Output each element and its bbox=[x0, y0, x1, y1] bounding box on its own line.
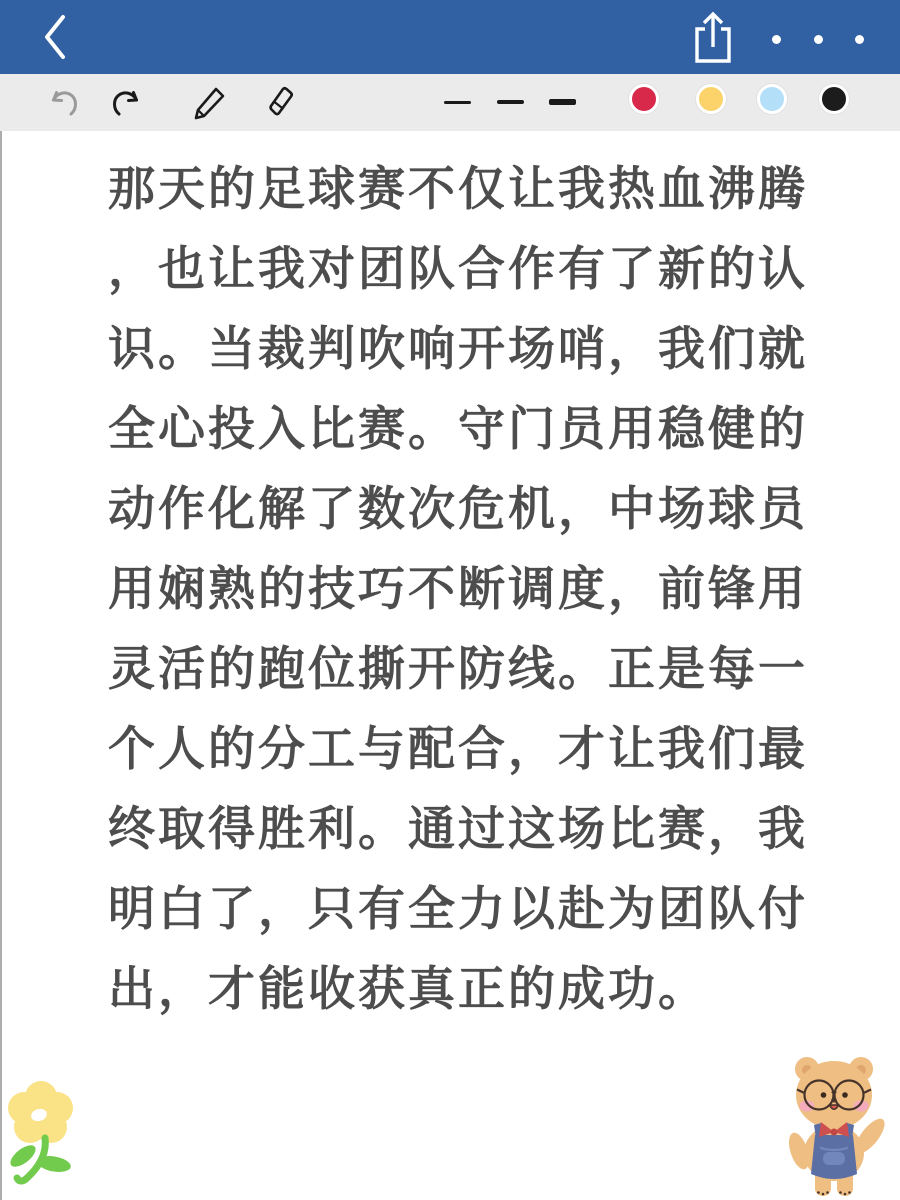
note-line: 终取得胜利。通过这场比赛，我 bbox=[108, 802, 808, 855]
note-line: 全心投入比赛。守门员用稳健的 bbox=[108, 402, 808, 455]
note-text bbox=[108, 149, 860, 1029]
note-line: 那天的足球赛不仅让我热血沸腾 bbox=[108, 162, 808, 215]
top-nav-bar bbox=[0, 0, 900, 74]
stroke-width-thick-button[interactable] bbox=[549, 99, 576, 105]
note-line: 动作化解了数次危机，中场球员 bbox=[108, 482, 808, 535]
thick-dash-icon bbox=[549, 99, 576, 105]
medium-dash-icon bbox=[497, 100, 524, 104]
ellipsis-dot-icon bbox=[814, 35, 823, 44]
redo-icon bbox=[109, 107, 143, 122]
color-swatch-yellow[interactable] bbox=[696, 84, 726, 114]
more-options-button[interactable] bbox=[772, 30, 864, 48]
color-swatch-red[interactable] bbox=[629, 84, 659, 114]
eraser-tool-button[interactable] bbox=[262, 85, 298, 121]
redo-button[interactable] bbox=[109, 87, 143, 119]
bear-pocket bbox=[823, 1152, 845, 1165]
note-line: ，也让我对团队合作有了新的认 bbox=[108, 242, 808, 295]
back-button[interactable] bbox=[40, 12, 70, 62]
ellipsis-dot-icon bbox=[855, 35, 864, 44]
bear-left-eye bbox=[821, 1092, 827, 1098]
drawing-toolbar bbox=[0, 74, 900, 131]
thin-dash-icon bbox=[444, 101, 471, 104]
pen-tool-button[interactable] bbox=[192, 85, 228, 121]
color-swatch-light-blue[interactable] bbox=[757, 84, 787, 114]
note-line: 灵活的跑位撕开防线。正是每一 bbox=[108, 642, 808, 695]
note-line: 明白了，只有全力以赴为团队付 bbox=[108, 882, 808, 935]
flower-sticker bbox=[6, 1074, 80, 1188]
color-swatch-black[interactable] bbox=[819, 84, 849, 114]
undo-icon bbox=[47, 107, 81, 122]
ellipsis-dot-icon bbox=[772, 35, 781, 44]
note-line: 出，才能收获真正的成功。 bbox=[108, 962, 708, 1015]
pen-icon bbox=[192, 109, 228, 124]
share-button[interactable] bbox=[690, 9, 736, 67]
eraser-icon bbox=[262, 109, 298, 124]
stroke-width-thin-button[interactable] bbox=[444, 101, 471, 104]
stroke-width-medium-button[interactable] bbox=[497, 100, 524, 104]
back-chevron-icon bbox=[41, 50, 69, 65]
note-line: 个人的分工与配合，才让我们最 bbox=[108, 722, 808, 775]
note-line: 用娴熟的技巧不断调度，前锋用 bbox=[108, 562, 808, 615]
undo-button[interactable] bbox=[47, 87, 81, 119]
bear-right-eye bbox=[842, 1092, 848, 1098]
note-line: 识。当裁判吹响开场哨，我们就 bbox=[108, 322, 808, 375]
bear-sticker bbox=[785, 1053, 885, 1200]
share-icon bbox=[690, 55, 736, 70]
note-page-canvas[interactable] bbox=[0, 131, 900, 1200]
